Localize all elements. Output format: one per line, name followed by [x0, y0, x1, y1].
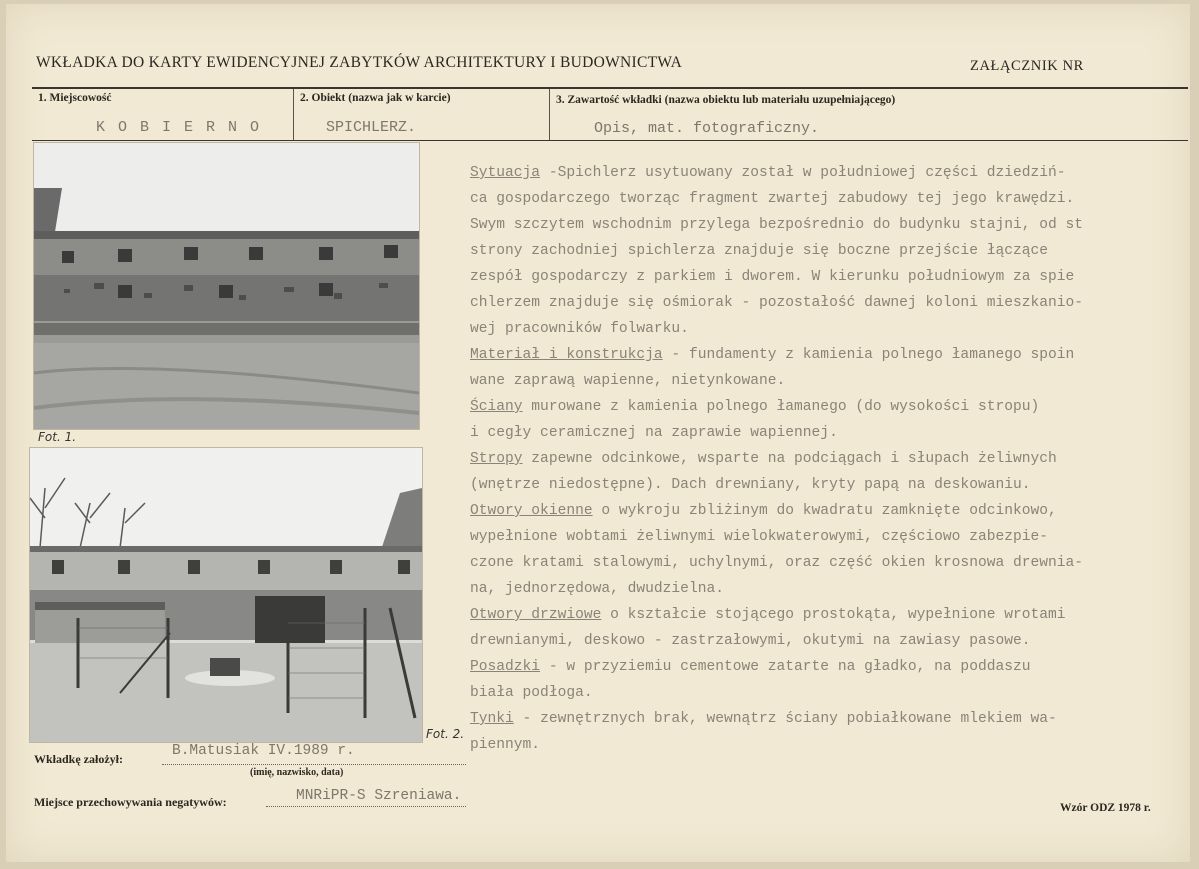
line-text: - w przyziemiu cementowe zatarte na gładko, na poddaszu	[540, 659, 1031, 675]
description-line	[470, 160, 1182, 186]
section-heading: Otwory drzwiowe	[470, 607, 602, 623]
line-text: piennym.	[470, 737, 541, 753]
line-text: ca gospodarczego tworząc fragment zwartej zabudowy tej jego krawędzi.	[470, 191, 1075, 207]
line-text: murowane z kamienia polnego łamanego (do wysokości stropu)	[522, 399, 1040, 415]
founder-dotted-line	[162, 764, 466, 765]
line-text: - fundamenty z kamienia polnego łamanego spoin	[662, 347, 1075, 363]
line-text: -Spichlerz usytuowany został w południowej części dziedziń-	[540, 165, 1066, 181]
form-reference: Wzór ODZ 1978 r.	[1060, 802, 1151, 814]
fields-rule	[32, 140, 1188, 141]
line-text: wane zaprawą wapienne, nietynkowane.	[470, 373, 786, 389]
description-line	[470, 368, 1182, 394]
description-line	[470, 576, 1182, 602]
line-text: drewnianymi, deskowo - zastrzałowymi, okutymi na zawiasy pasowe.	[470, 633, 1031, 649]
photo-2	[29, 447, 423, 743]
description-line	[470, 186, 1182, 212]
line-text: strony zachodniej spichlerza znajduje się boczne przejście łączące	[470, 243, 1049, 259]
line-text: biała podłoga.	[470, 685, 593, 701]
line-text: na, jednorzędowa, dwudzielna.	[470, 581, 724, 597]
description-line	[470, 498, 1182, 524]
storage-label: Miejsce przechowywania negatywów:	[34, 795, 227, 809]
card-title: WKŁADKA DO KARTY EWIDENCYJNEJ ZABYTKÓW ARCHITEKTURY I BUDOWNICTWA	[36, 54, 683, 71]
section-heading: Sytuacja	[470, 165, 541, 181]
description-line	[470, 290, 1182, 316]
photo-1-caption: Fot. 1.	[38, 430, 77, 444]
description-line	[470, 654, 1182, 680]
field-locality-value: K O B I E R N O	[96, 119, 262, 136]
photo-1	[33, 142, 420, 430]
line-text: o wykroju zbliżinym do kwadratu zamknięte odcinkowo,	[592, 503, 1057, 519]
field-object-label: 2. Obiekt (nazwa jak w karcie)	[300, 92, 451, 104]
section-heading: Posadzki	[470, 659, 541, 675]
annex-label: ZAŁĄCZNIK NR	[970, 58, 1084, 74]
description-line	[470, 212, 1182, 238]
description-line	[470, 732, 1182, 758]
founder-label: Wkładkę założył:	[34, 752, 123, 766]
line-text: czone kratami stalowymi, uchylnymi, oraz część okien krosnowa drewnia-	[470, 555, 1084, 571]
storage-value: MNRiPR-S Szreniawa.	[296, 788, 462, 804]
line-text: zespół gospodarczy z parkiem i dworem. W kierunku południowym za spie	[470, 269, 1075, 285]
description-line	[470, 394, 1182, 420]
field-object-value: SPICHLERZ.	[326, 119, 417, 136]
founder-value: B.Matusiak IV.1989 r.	[172, 743, 355, 759]
line-text: zapewne odcinkowe, wsparte na podciągach i słupach żeliwnych	[522, 451, 1057, 467]
line-text: (wnętrze niedostępne). Dach drewniany, kryty papą na deskowaniu.	[470, 477, 1031, 493]
photo-2-caption: Fot. 2.	[426, 727, 465, 741]
description-line	[470, 316, 1182, 342]
description-line	[470, 680, 1182, 706]
line-text: Swym szczytem wschodnim przylega bezpośrednio do budynku stajni, od st	[470, 217, 1084, 233]
header-rule	[32, 87, 1188, 89]
line-text: i cegły ceramicznej na zaprawie wapiennej.	[470, 425, 838, 441]
description-line	[470, 446, 1182, 472]
description-line	[470, 342, 1182, 368]
description-text	[470, 160, 1182, 758]
field-contents-value: Opis, mat. fotograficzny.	[594, 120, 820, 137]
line-text: wypełnione wobtami żeliwnymi wielokwaterowymi, częściowo zabezpie-	[470, 529, 1049, 545]
field-contents-label: 3. Zawartość wkładki (nazwa obiektu lub materiału uzupełniającego)	[556, 94, 896, 106]
section-heading: Tynki	[470, 711, 514, 727]
line-text: - zewnętrznych brak, wewnątrz ściany pobiałkowane mlekiem wa-	[513, 711, 1057, 727]
section-heading: Materiał i konstrukcja	[470, 347, 663, 363]
granary-photo-2	[30, 448, 422, 742]
description-line	[470, 524, 1182, 550]
description-line	[470, 420, 1182, 446]
storage-dotted-line	[266, 806, 466, 807]
line-text: o kształcie stojącego prostokąta, wypełnione wrotami	[601, 607, 1066, 623]
section-heading: Ściany	[470, 399, 523, 415]
section-heading: Stropy	[470, 451, 523, 467]
description-line	[470, 472, 1182, 498]
description-line	[470, 264, 1182, 290]
granary-photo-1	[34, 143, 419, 429]
section-heading: Otwory okienne	[470, 503, 593, 519]
description-line	[470, 706, 1182, 732]
line-text: wej pracowników folwarku.	[470, 321, 689, 337]
line-text: chlerzem znajduje się ośmiorak - pozostałość dawnej koloni mieszkanio-	[470, 295, 1084, 311]
founder-hint: (imię, nazwisko, data)	[250, 767, 344, 778]
description-line	[470, 628, 1182, 654]
field-locality-label: 1. Miejscowość	[38, 92, 112, 104]
field-divider-2	[549, 89, 550, 140]
description-line	[470, 602, 1182, 628]
description-line	[470, 238, 1182, 264]
field-divider-1	[293, 89, 294, 140]
description-line	[470, 550, 1182, 576]
